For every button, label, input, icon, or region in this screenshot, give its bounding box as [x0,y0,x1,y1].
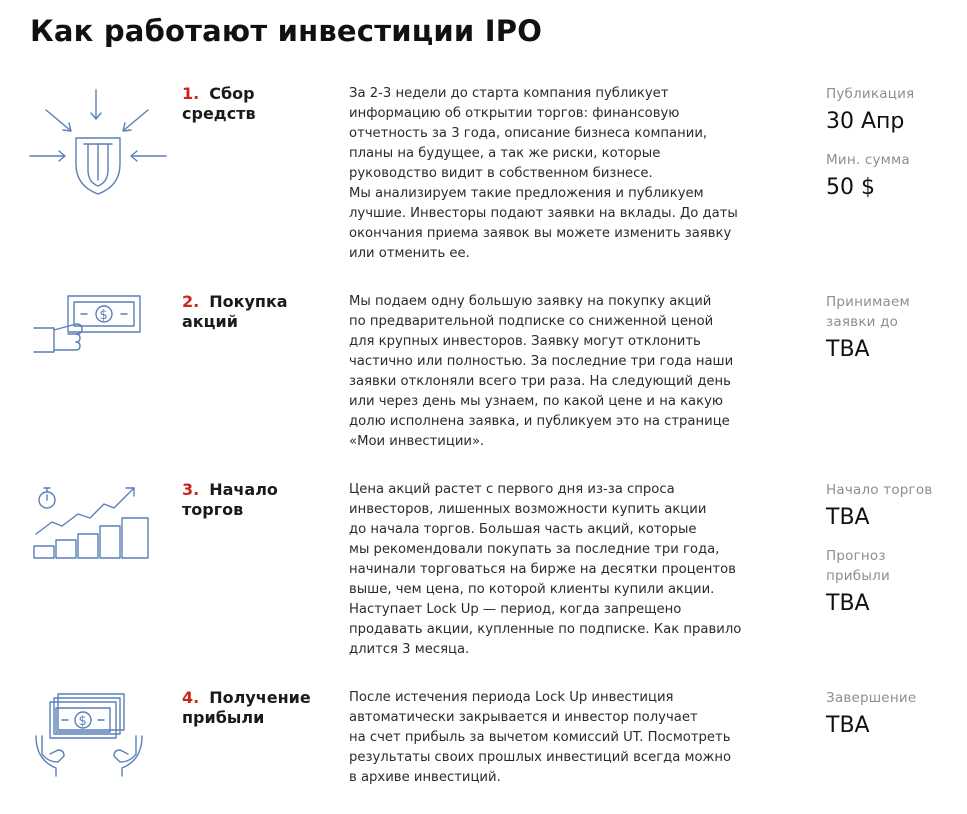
step-heading [182,84,332,124]
meta-label: Публикация [826,86,915,102]
step-heading [182,688,332,728]
meta-profit-forecast [826,546,961,618]
description-line: руководство видит в собственном бизнесе. [349,166,653,181]
description-line: инвесторов, лишенных возможности купить акции [349,502,707,517]
meta-value: TBA [826,591,870,616]
step-number: 4. [182,688,200,707]
description-line: до начала торгов. Большая часть акций, которые [349,522,697,537]
description-line: длится 3 месяца. [349,642,470,657]
description-line: автоматически закрывается и инвестор получает [349,710,698,725]
step-description [349,688,779,788]
description-line: Мы подаем одну большую заявку на покупку акций [349,294,712,309]
step-heading [182,480,332,520]
meta-label: Принимаем заявки до [826,294,910,330]
description-line: Наступает Lock Up — период, когда запрещено [349,602,682,617]
description-line: «Мои инвестиции». [349,434,485,449]
hand-banknote-icon [32,294,142,360]
description-line: в архиве инвестиций. [349,770,501,785]
description-line: планы на будущее, а так же риски, которые [349,146,661,161]
currency-sign: $ [78,714,87,729]
description-line: по предварительной подписке со сниженной ценой [349,314,714,329]
description-line: результаты своих прошлых инвестиций всегда можно [349,750,732,765]
meta-value: TBA [826,505,870,530]
description-line: заявки отклоняли всего три раза. На следующий день [349,374,731,389]
description-line: лучшие. Инвесторы подают заявки на вклады. До даты [349,206,738,221]
step-heading [182,292,332,332]
meta-value: 30 Апр [826,109,905,134]
description-line: После истечения периода Lock Up инвестиция [349,690,674,705]
description-line: информацию об открытии торгов: финансовую [349,106,680,121]
meta-value: TBA [826,713,870,738]
description-line: для крупных инвесторов. Заявку могут отклонить [349,334,701,349]
step-title: Начало торгов [182,480,278,519]
meta-completion [826,688,961,740]
step-meta [826,480,961,632]
step-meta [826,688,961,754]
page-title: Как работают инвестиции IPO [30,14,543,48]
meta-value: 50 $ [826,175,875,200]
description-line: или отменить ее. [349,246,470,261]
step-number: 3. [182,480,200,499]
meta-trade-start [826,480,961,532]
description-line: Цена акций растет с первого дня из-за спроса [349,482,675,497]
step-description [349,84,779,264]
description-line: или через день мы узнаем, по какой цене и на какую [349,394,724,409]
step-meta [826,292,961,378]
meta-label: Начало торгов [826,482,933,498]
step-title: Покупка акций [182,292,288,331]
description-line: продавать акции, купленные по подписке. Как правило [349,622,742,637]
step-number: 2. [182,292,200,311]
description-line: начинали торговаться на бирже на десятки процентов [349,562,736,577]
description-line: выше, чем цена, по которой клиенты купили акции. [349,582,715,597]
meta-label: Прогноз прибыли [826,548,890,584]
description-line: долю исполнена заявка, и публикуем это на странице [349,414,730,429]
currency-sign: $ [99,308,108,323]
step-title: Получение прибыли [182,688,311,727]
description-line: мы рекомендовали покупать за последние три года, [349,542,720,557]
step-description [349,480,779,660]
description-line: окончания приема заявок вы можете изменить заявку [349,226,732,241]
shield-inflow-icon [28,88,168,202]
growth-chart-icon [30,482,154,566]
step-description [349,292,779,452]
meta-value: TBA [826,337,870,362]
meta-deadline [826,292,961,364]
description-line: на счет прибыль за вычетом комиссий UT. Посмотреть [349,730,731,745]
description-line: За 2-3 недели до старта компания публикует [349,86,669,101]
hands-money-icon [34,692,146,782]
meta-min-sum [826,150,961,202]
description-line: частично или полностью. За последние три года наши [349,354,734,369]
meta-publication [826,84,961,136]
description-line: отчетность за 3 года, описание бизнеса компании, [349,126,708,141]
step-meta [826,84,961,216]
meta-label: Мин. сумма [826,152,910,168]
description-line: Мы анализируем такие предложения и публикуем [349,186,704,201]
meta-label: Завершение [826,690,917,706]
step-title: Сбор средств [182,84,256,123]
step-number: 1. [182,84,200,103]
